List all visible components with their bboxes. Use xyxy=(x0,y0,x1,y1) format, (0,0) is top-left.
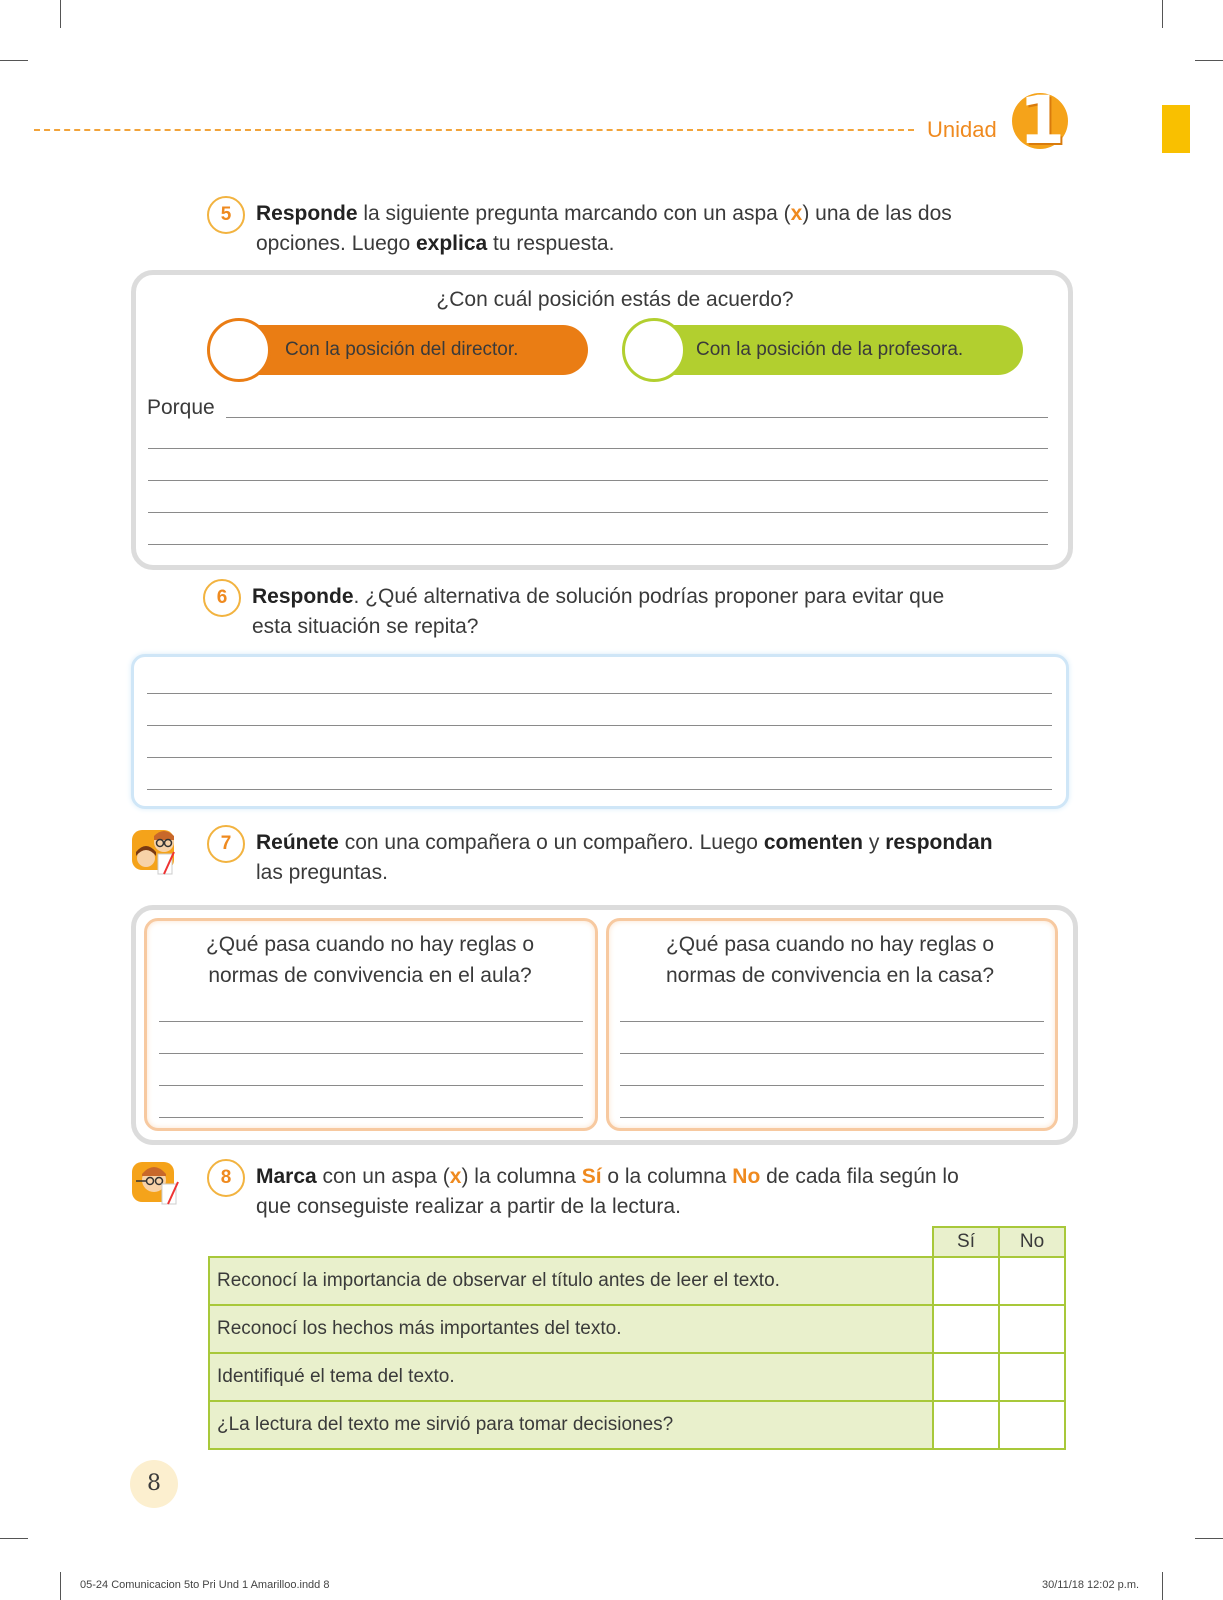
instruction-bold: comenten xyxy=(763,831,864,854)
instruction-bold: Reúnete xyxy=(256,831,339,854)
instruction-text: las preguntas. xyxy=(256,861,388,884)
instruction-bold: Marca xyxy=(256,1165,317,1188)
answer-line[interactable] xyxy=(147,757,1052,758)
self-evaluation-table xyxy=(208,1226,1066,1450)
option-label: Con la posición de la profesora. xyxy=(696,339,964,360)
instruction-text: de cada fila según lo xyxy=(760,1165,959,1188)
check-cell-no[interactable] xyxy=(999,1257,1065,1305)
pair-work-icon xyxy=(130,826,184,878)
instruction-text: con un aspa ( xyxy=(316,1165,450,1188)
instruction-text: con una compañera o un compañero. Luego xyxy=(338,831,764,854)
check-cell-no[interactable] xyxy=(999,1401,1065,1449)
footer-date: 30/11/18 12:02 p.m. xyxy=(1042,1579,1140,1591)
exercise-5-instruction xyxy=(256,199,1056,259)
instruction-text: ) la columna xyxy=(461,1165,582,1188)
instruction-bold: explica xyxy=(415,232,488,255)
crop-mark xyxy=(0,60,28,61)
crop-mark xyxy=(60,1572,61,1600)
instruction-text: o la columna xyxy=(601,1165,733,1188)
answer-line[interactable] xyxy=(147,693,1052,694)
criterion-cell: Reconocí los hechos más importantes del texto. xyxy=(209,1305,933,1353)
self-evaluation-icon-graphic xyxy=(130,1160,184,1208)
instruction-text: tu respuesta. xyxy=(487,232,615,255)
question-line: ¿Qué pasa cuando no hay reglas o xyxy=(205,933,535,956)
answer-line[interactable] xyxy=(159,1117,583,1118)
check-cell-no[interactable] xyxy=(999,1305,1065,1353)
crop-mark xyxy=(1162,0,1163,28)
table-row xyxy=(209,1353,1065,1401)
self-evaluation-icon xyxy=(130,1160,184,1208)
check-cell-si[interactable] xyxy=(933,1401,999,1449)
answer-line[interactable] xyxy=(148,512,1048,513)
crop-mark xyxy=(1195,1538,1223,1539)
exercise-7-instruction xyxy=(256,828,1086,888)
because-label: Porque xyxy=(147,396,215,419)
footer-file: 05-24 Comunicacion 5to Pri Und 1 Amarilloo.indd 8 xyxy=(80,1579,330,1591)
answer-line[interactable] xyxy=(620,1085,1044,1086)
answer-line[interactable] xyxy=(148,544,1048,545)
exercise-number: 8 xyxy=(207,1159,245,1197)
page-number: 8 xyxy=(130,1460,178,1508)
answer-line[interactable] xyxy=(620,1021,1044,1022)
check-cell-si[interactable] xyxy=(933,1353,999,1401)
instruction-text: y xyxy=(863,831,886,854)
column-header-si: Sí xyxy=(933,1227,999,1257)
question-right xyxy=(620,929,1040,991)
aspa-mark: x xyxy=(449,1165,462,1188)
crop-mark xyxy=(0,1538,28,1539)
exercise-6-answer-box xyxy=(131,654,1069,809)
instruction-text: opciones. Luego xyxy=(256,232,416,255)
option-profesora-checkbox[interactable] xyxy=(622,318,686,382)
answer-line[interactable] xyxy=(226,417,1048,418)
exercise-number: 5 xyxy=(207,196,245,234)
answer-line[interactable] xyxy=(148,448,1048,449)
answer-line[interactable] xyxy=(147,789,1052,790)
criterion-cell: Reconocí la importancia de observar el título antes de leer el texto. xyxy=(209,1257,933,1305)
answer-line[interactable] xyxy=(159,1021,583,1022)
crop-mark xyxy=(1162,1572,1163,1600)
aspa-mark: x xyxy=(790,202,803,225)
exercise-number: 6 xyxy=(203,579,241,617)
exercise-5-box xyxy=(131,270,1073,570)
question-line: normas de convivencia en el aula? xyxy=(208,964,532,987)
table-row xyxy=(209,1305,1065,1353)
criterion-cell: Identifiqué el tema del texto. xyxy=(209,1353,933,1401)
answer-line[interactable] xyxy=(147,725,1052,726)
instruction-text: ) una de las dos xyxy=(802,202,952,225)
option-label: Con la posición del director. xyxy=(285,339,519,360)
unit-number: 1 xyxy=(1019,82,1065,159)
unit-label: Unidad xyxy=(927,117,997,142)
table-header-spacer xyxy=(209,1227,933,1257)
question-line: ¿Qué pasa cuando no hay reglas o xyxy=(665,933,995,956)
crop-mark xyxy=(60,0,61,28)
instruction-bold: respondan xyxy=(885,831,993,854)
table-header-row xyxy=(209,1227,1065,1257)
column-no-ref: No xyxy=(732,1165,761,1188)
exercise-6-instruction xyxy=(252,582,1052,642)
instruction-text: . ¿Qué alternativa de solución podrías proponer para evitar que xyxy=(353,585,945,608)
header-dashed-line xyxy=(34,129,914,131)
pair-work-icon-graphic xyxy=(130,826,184,878)
instruction-text: esta situación se repita? xyxy=(252,615,479,638)
option-profesora[interactable] xyxy=(640,325,1023,375)
answer-line[interactable] xyxy=(148,480,1048,481)
instruction-text: la siguiente pregunta marcando con un aspa ( xyxy=(357,202,791,225)
answer-line[interactable] xyxy=(159,1085,583,1086)
question-left xyxy=(160,929,580,991)
check-cell-si[interactable] xyxy=(933,1305,999,1353)
check-cell-si[interactable] xyxy=(933,1257,999,1305)
exercise-number: 7 xyxy=(207,825,245,863)
table-row xyxy=(209,1401,1065,1449)
color-tab xyxy=(1162,105,1190,153)
option-director[interactable] xyxy=(230,325,588,375)
option-director-checkbox[interactable] xyxy=(207,318,271,382)
question-line: normas de convivencia en la casa? xyxy=(665,964,995,987)
instruction-bold: Responde xyxy=(252,585,354,608)
answer-line[interactable] xyxy=(620,1053,1044,1054)
check-cell-no[interactable] xyxy=(999,1353,1065,1401)
exercise-8-instruction xyxy=(256,1162,1086,1222)
instruction-text: que conseguiste realizar a partir de la lectura. xyxy=(256,1195,681,1218)
column-header-no: No xyxy=(999,1227,1065,1257)
crop-mark xyxy=(1195,60,1223,61)
answer-line[interactable] xyxy=(620,1117,1044,1118)
exercise-5-question: ¿Con cuál posición estás de acuerdo? xyxy=(436,288,794,311)
instruction-bold: Responde xyxy=(256,202,358,225)
answer-line[interactable] xyxy=(159,1053,583,1054)
criterion-cell: ¿La lectura del texto me sirvió para tomar decisiones? xyxy=(209,1401,933,1449)
table-row xyxy=(209,1257,1065,1305)
column-si-ref: Sí xyxy=(581,1165,602,1188)
